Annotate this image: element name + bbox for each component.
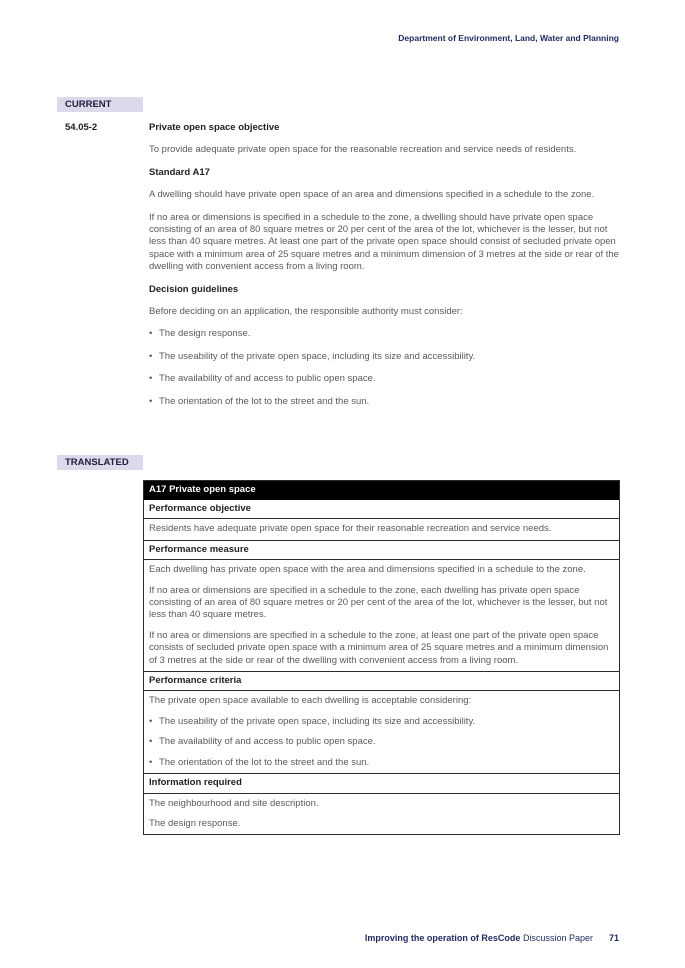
decision-intro: Before deciding on an application, the responsible authority must consider: — [149, 306, 463, 318]
list-item: • The useability of the private open space, including its size and accessibility. — [149, 716, 614, 728]
table-title: A17 Private open space — [144, 481, 619, 500]
current-section — [149, 122, 621, 418]
perf-measure-body — [144, 560, 619, 671]
objective-text: To provide adequate private open space for the reasonable recreation and service needs of residents. — [149, 144, 577, 156]
perf-measure-paragraph-3: If no area or dimensions are specified in a schedule to the zone, at least one part of the private open space consists of secluded private open space with a minimum area of 25 square metres and a minimum dimension of 3 metres at the side or rear of the dwelling with convenient access from a living room. — [149, 629, 609, 666]
perf-measure-paragraph-1: Each dwelling has private open space with the area and dimensions specified in a schedule to the zone. — [149, 564, 586, 576]
perf-measure-paragraph-2: If no area or dimensions are specified in a schedule to the zone, each dwelling has private open space consisting of an area of 80 square metres or 20 per cent of the area of the lot, whichever is the lesser, but not less than 40 square metres. — [149, 584, 608, 621]
page-number: 71 — [608, 933, 619, 943]
perf-criteria-heading: Performance criteria — [144, 671, 619, 691]
info-paragraph-1: The neighbourhood and site description. — [149, 797, 319, 809]
perf-objective-heading: Performance objective — [144, 500, 619, 519]
footer-title-rest: Discussion Paper — [520, 933, 593, 943]
perf-objective-text: Residents have adequate private open space for their reasonable recreation and service needs. — [149, 523, 552, 535]
decision-list — [149, 328, 621, 408]
info-required-heading: Information required — [144, 773, 619, 793]
translated-tag: TRANSLATED — [57, 455, 143, 470]
info-paragraph-2: The design response. — [149, 817, 241, 829]
list-item: • The useability of the private open space, including its size and accessibility. — [149, 351, 621, 363]
perf-criteria-list — [149, 716, 614, 769]
perf-criteria-intro: The private open space available to each dwelling is acceptable considering: — [149, 695, 472, 707]
current-tag: CURRENT — [57, 97, 143, 112]
perf-objective-body — [144, 519, 619, 539]
perf-measure-heading: Performance measure — [144, 540, 619, 560]
footer-title-bold: Improving the operation of ResCode — [364, 933, 521, 943]
list-item: • The orientation of the lot to the street and the sun. — [149, 396, 621, 408]
header-department: Department of Environment, Land, Water and Planning — [398, 33, 619, 43]
perf-criteria-body — [144, 691, 619, 773]
translated-table — [143, 480, 620, 835]
footer — [365, 933, 619, 943]
clause-number: 54.05-2 — [65, 122, 98, 133]
list-item: • The design response. — [149, 328, 621, 340]
list-item: • The orientation of the lot to the street and the sun. — [149, 757, 614, 769]
standard-paragraph-1: A dwelling should have private open space of an area and dimensions specified in a schedule to the zone. — [149, 189, 595, 201]
objective-title: Private open space objective — [149, 122, 280, 133]
list-item: • The availability of and access to public open space. — [149, 736, 614, 748]
standard-heading: Standard A17 — [149, 166, 210, 178]
info-required-body — [144, 794, 619, 835]
standard-paragraph-2: If no area or dimensions is specified in a schedule to the zone, a dwelling should have private open space consisting of an area of 80 square metres or 20 per cent of the area of the lot, whichever is the lesser, but not less than 40 square metres. At least one part of the private open space should consist of secluded private open space with a minimum area of 25 square metres and a minimum dimension of 3 metres at the side or rear of the dwelling with convenient access from a living room. — [149, 211, 619, 273]
decision-heading: Decision guidelines — [149, 283, 239, 295]
list-item: • The availability of and access to public open space. — [149, 373, 621, 385]
